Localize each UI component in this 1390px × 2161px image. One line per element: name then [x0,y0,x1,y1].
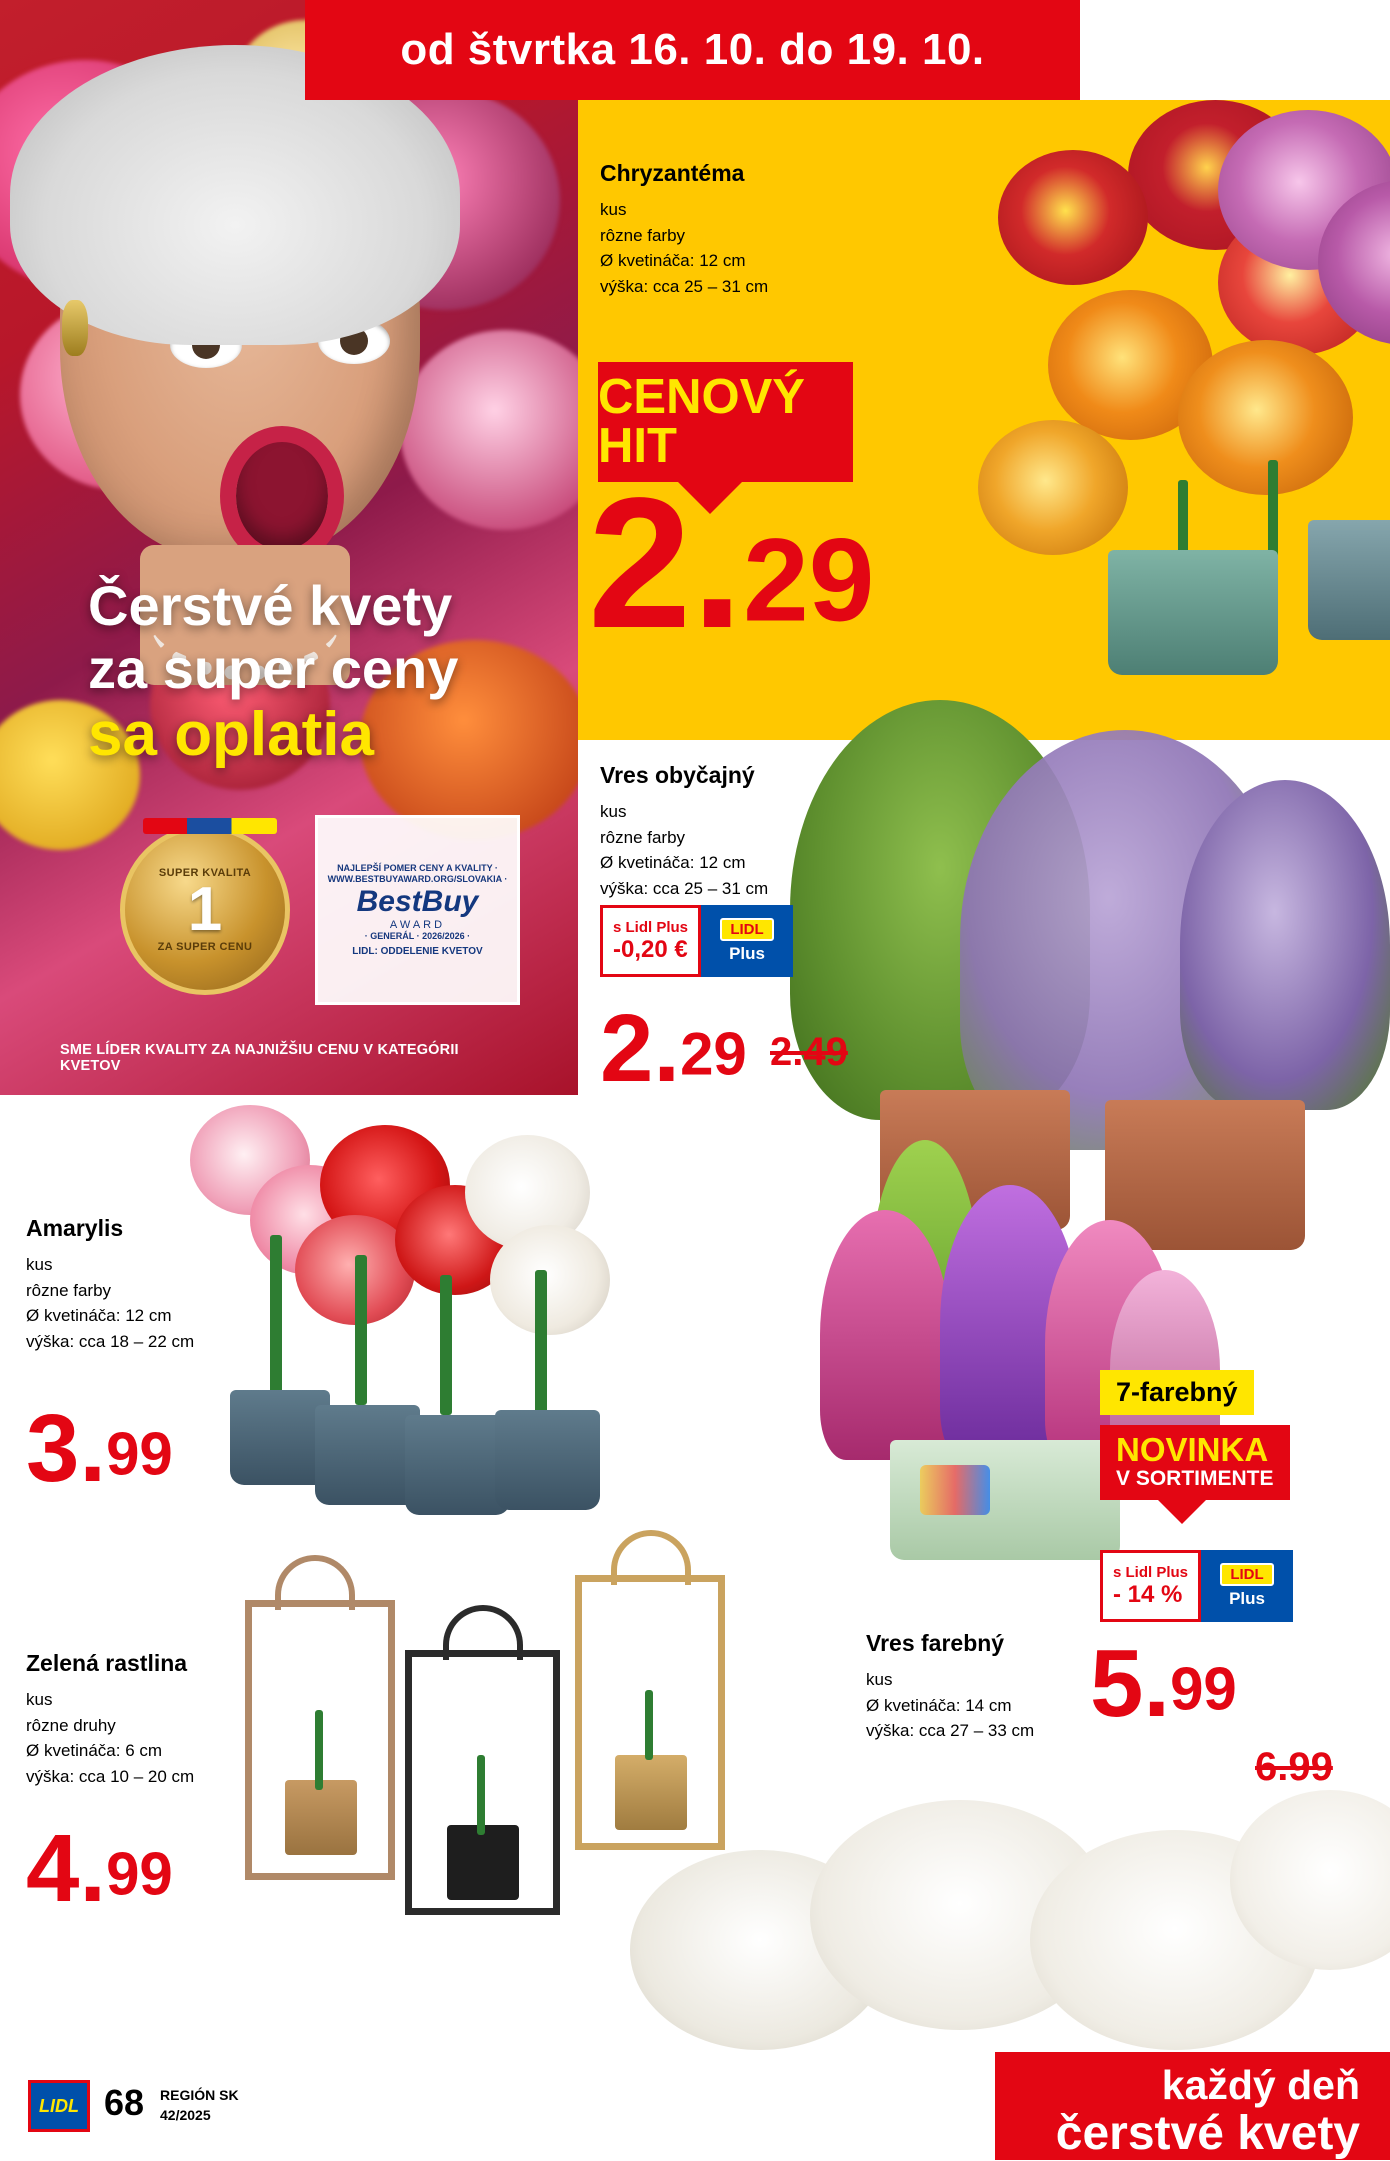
product-name: Vres farebný [866,1630,1005,1656]
product-detail: Ø kvetináča: 12 cm [600,853,746,872]
page-number: 68 [104,2082,145,2123]
product-unit: kus [26,1690,53,1709]
product-detail: Ø kvetináča: 12 cm [26,1306,172,1325]
product-detail: rôzne farby [600,225,686,245]
slogan-line2: čerstvé kvety [1055,2107,1360,2161]
product-name: Amarylis [26,1215,124,1241]
colors-tag: 7-farebný [1100,1370,1254,1415]
earring [62,300,88,356]
new-tag-line2: V SORTIMENTE [1116,1466,1274,1490]
price-hit-line1: CENOVÝ HIT [598,370,805,473]
green-plant-price [26,1815,173,1922]
medal-top-text: SUPER KVALITA [158,867,252,879]
white-daisies-photo [630,1790,1390,2090]
price-integer: 2. [588,460,744,667]
plus-word: Plus [1229,1589,1265,1608]
price-decimal: 99 [106,1840,173,1908]
hero-title-line2: za super ceny [88,636,459,700]
colored-heather-price [1090,1630,1237,1737]
amaryllis-info [26,1215,194,1354]
product-detail: Ø kvetináča: 6 cm [26,1741,163,1760]
bestbuy-title: BestBuy [356,885,479,919]
lidl-plus-logo [1201,1550,1293,1622]
medal-number: 1 [187,875,223,944]
quality-claim: SME LÍDER KVALITY ZA NAJNIŽŠIU CENU V KATEGÓRII KVETOV [60,1042,459,1074]
region-line1: REGIÓN SK [160,2087,239,2103]
region-info [160,2086,239,2125]
bestbuy-award-word: AWARD [389,919,446,932]
decorative-flower [400,330,578,530]
product-unit: kus [26,1255,53,1274]
price-decimal: 29 [680,1020,747,1088]
product-detail: výška: cca 27 – 33 cm [866,1721,1035,1740]
product-detail: Ø kvetináča: 12 cm [600,251,746,270]
price-decimal: 99 [1170,1655,1237,1723]
price-integer: 4. [26,1815,107,1922]
lidl-logo-text: LIDL [39,2095,79,2116]
lidl-logo [28,2080,90,2132]
price-integer: 3. [26,1395,107,1502]
price-decimal: 29 [743,514,875,647]
bestbuy-lidl-line: LIDL: ODDELENIE KVETOV [352,946,483,958]
lidl-wordmark: LIDL [1220,1563,1273,1586]
lidl-plus-logo [701,905,793,977]
bestbuy-ring-text: NAJLEPŠÍ POMER CENY A KVALITY · WWW.BESTBUYAWARD.ORG/SLOVAKIA · [327,862,508,884]
heather-price [600,995,747,1102]
hero-title-line1: Čerstvé kvety [88,574,453,637]
product-detail: Ø kvetináča: 14 cm [866,1695,1012,1715]
plus-value: - 14 % [1113,1580,1183,1608]
heather-info [600,762,768,901]
region-line2: 42/2025 [160,2106,211,2123]
product-detail: výška: cca 10 – 20 cm [26,1766,195,1786]
chrysanthemum-price [588,460,875,667]
lidl-plus-badge-colored-heather [1100,1550,1293,1622]
product-detail: rôzne farby [26,1280,112,1300]
quality-medal-badge [120,825,290,995]
medal-ribbon [143,818,277,834]
product-detail: výška: cca 25 – 31 cm [600,276,769,296]
product-name: Zelená rastlina [26,1650,188,1676]
green-plant-info [26,1650,194,1789]
amaryllis-photo [190,1105,660,1575]
plus-value: -0,20 € [613,935,688,963]
product-unit: kus [600,802,627,821]
date-banner: od štvrtka 16. 10. do 19. 10. [305,0,1080,100]
product-unit: kus [866,1670,893,1689]
footer-slogan [800,2063,1360,2161]
hero-title-line3: sa oplatia [88,700,374,770]
lidl-plus-badge-heather [600,905,793,977]
hero-title [88,575,458,770]
plus-word: Plus [729,944,765,963]
colored-heather-info [866,1630,1034,1744]
price-integer: 2. [600,995,681,1102]
bestbuy-lines: · GENERÁL · 2026/2026 · [364,931,471,942]
bestbuy-award-badge [315,815,520,1005]
slogan-line1: každý deň [1161,2062,1360,2108]
lidl-wordmark: LIDL [720,918,773,941]
price-integer: 5. [1090,1630,1171,1737]
product-detail: výška: cca 25 – 31 cm [600,878,769,898]
award-badges [120,815,540,1015]
product-unit: kus [600,200,627,219]
amaryllis-price [26,1395,173,1502]
new-tag-line1: NOVINKA [1116,1431,1269,1468]
new-product-tag [1100,1425,1290,1500]
product-name: Vres obyčajný [600,762,755,788]
medal-bottom-text: ZA SUPER CENU [157,941,253,953]
chrysanthemum-info [600,160,768,299]
product-detail: rôzne farby [600,827,686,847]
heather-old-price: 2.49 [770,1030,848,1074]
plus-discount [1100,1550,1201,1622]
colored-heather-old-price: 6.99 [1255,1745,1333,1789]
product-detail: rôzne druhy [26,1715,116,1735]
product-detail: výška: cca 18 – 22 cm [26,1331,195,1351]
plus-label: s Lidl Plus [613,918,689,936]
product-name: Chryzantéma [600,160,745,186]
price-decimal: 99 [106,1420,173,1488]
plus-label: s Lidl Plus [1113,1563,1189,1581]
plus-discount [600,905,701,977]
